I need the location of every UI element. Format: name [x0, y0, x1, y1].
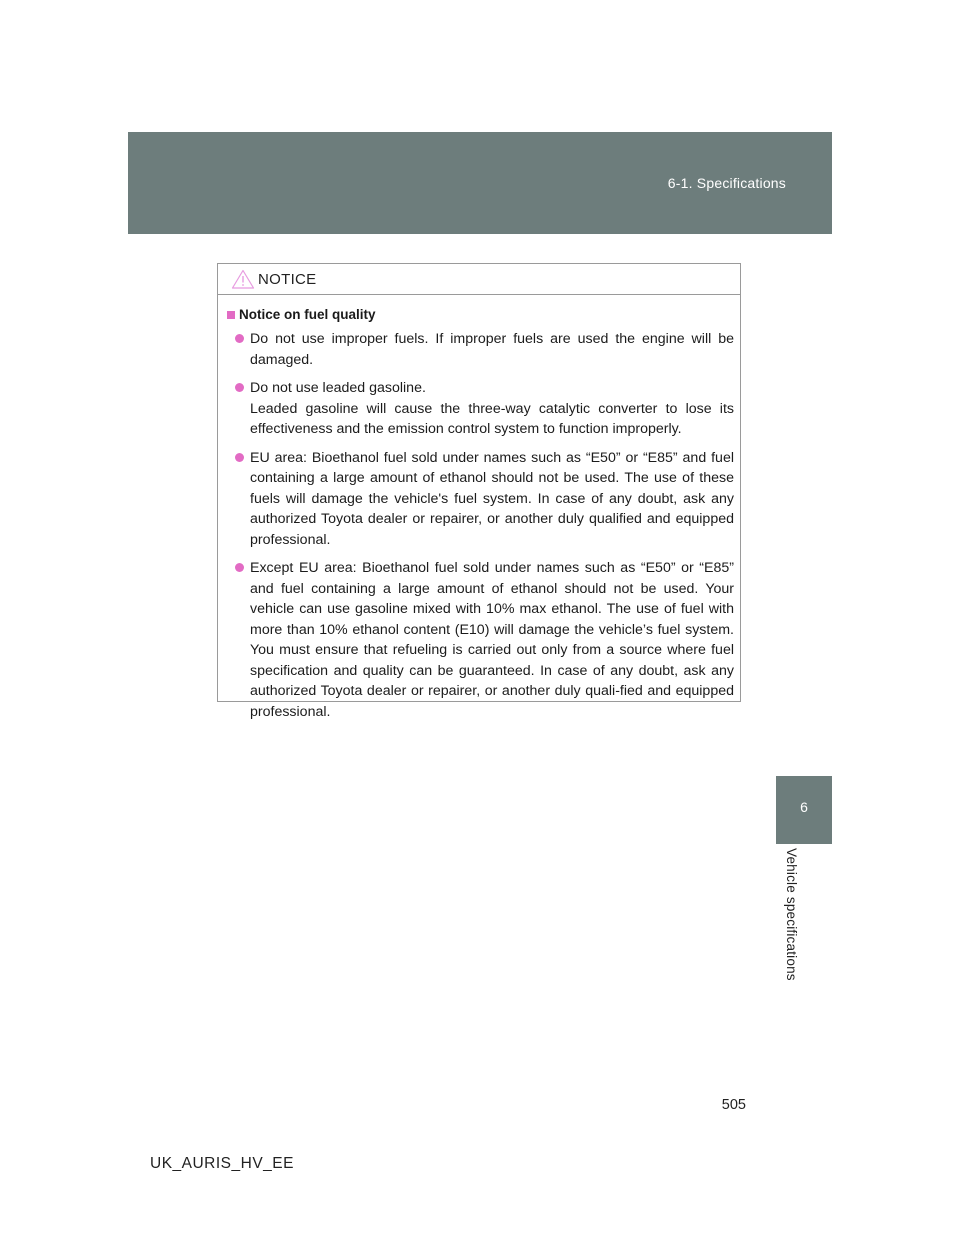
notice-body — [218, 295, 740, 722]
header-band — [128, 132, 832, 234]
notice-header — [218, 264, 740, 295]
round-bullet-icon — [235, 453, 244, 462]
list-item — [226, 378, 734, 440]
list-item-text: Except EU area: Bioethanol fuel sold under names such as “E50” or “E85” and fuel containing a large amount of ethanol should not be used. Your vehicle can use gasoline mixed with 10% max ethanol. The use of fuel with more than 10% ethanol content (E10) will damage the vehicle’s fuel system. You must ensure that refueling is carried out only from a source where fuel specification and quality can be guaranteed. In case of any doubt, ask any authorized Toyota dealer or repairer, or another duly quali-fied and equipped professional. — [250, 560, 734, 720]
section-title: 6-1. Specifications — [667, 175, 786, 191]
notice-heading-text: Notice on fuel quality — [239, 307, 376, 322]
page-number: 505 — [721, 1097, 746, 1113]
square-bullet-icon — [227, 311, 235, 319]
round-bullet-icon — [235, 563, 244, 572]
round-bullet-icon — [235, 383, 244, 392]
chapter-number: 6 — [800, 799, 808, 815]
list-item-text: Do not use improper fuels. If improper fuels are used the engine will be damaged. — [250, 331, 734, 368]
list-item — [226, 558, 734, 722]
notice-title: NOTICE — [258, 271, 317, 288]
document-code: UK_AURIS_HV_EE — [150, 1155, 294, 1172]
chapter-tab — [776, 776, 832, 844]
warning-triangle-icon — [231, 269, 255, 289]
list-item — [226, 329, 734, 370]
list-item-text: Do not use leaded gasoline. — [250, 380, 426, 396]
list-item-text: EU area: Bioethanol fuel sold under names such as “E50” or “E85” and fuel containing a large amount of ethanol should not be used. The use of these fuels will damage the vehicle's fuel system. In case of any doubt, ask any authorized Toyota dealer or repairer, or another duly qualified and equipped professional. — [250, 449, 734, 548]
list-item — [226, 448, 734, 551]
chapter-title: Vehicle specifications — [784, 848, 799, 981]
notice-box — [217, 263, 741, 720]
list-item-text: Leaded gasoline will cause the three-way catalytic converter to lose its effectiveness and the emission control system to function improperly. — [250, 400, 734, 437]
notice-heading — [226, 307, 734, 322]
round-bullet-icon — [235, 334, 244, 343]
